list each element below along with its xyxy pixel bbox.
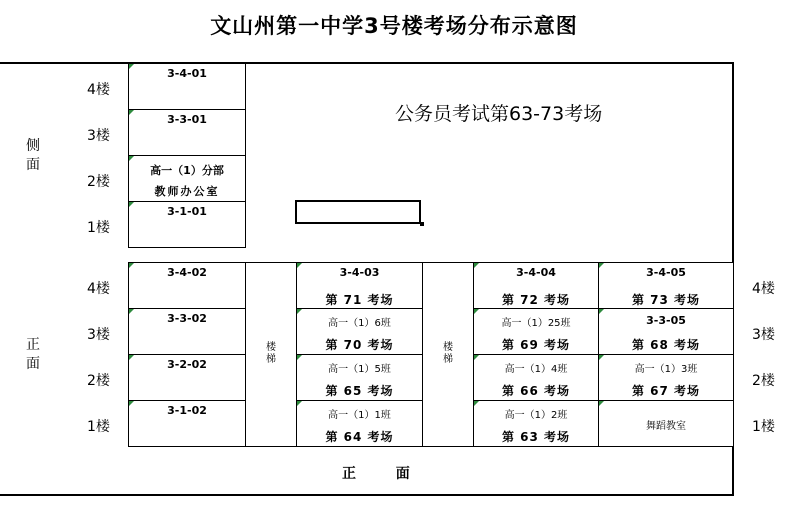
exam-room-label: 第 68 考场 — [631, 338, 701, 352]
class-note: 高一（1）5班 — [328, 364, 391, 375]
class-note: 高一（1）2班 — [504, 410, 568, 421]
room-cell — [128, 400, 246, 447]
stair-label: 梯 — [443, 354, 453, 365]
room-cell — [473, 262, 599, 309]
room-note: 舞蹈教室 — [646, 421, 686, 432]
side-label-2: 面 — [26, 157, 40, 173]
floor-label: 2楼 — [752, 373, 775, 389]
room-code: 3-3-05 — [646, 314, 686, 327]
exam-room-label: 第 69 考场 — [501, 338, 571, 352]
class-note: 高一（1）3班 — [634, 364, 698, 375]
front-side-label: 正 面 — [342, 466, 420, 482]
floor-label: 4楼 — [87, 82, 110, 98]
room-code: 3-1-01 — [167, 205, 207, 218]
stair-label: 楼 — [266, 342, 276, 353]
floor-label: 3楼 — [87, 327, 110, 343]
floor-label: 3楼 — [87, 128, 110, 144]
exam-room-label: 第 63 考场 — [501, 430, 571, 444]
floor-label: 1楼 — [752, 419, 775, 435]
floor-label: 2楼 — [87, 373, 110, 389]
room-cell — [128, 308, 246, 355]
exam-room-label: 第 66 考场 — [501, 384, 571, 398]
room-code: 3-3-01 — [167, 113, 207, 126]
page-title: 文山州第一中学3号楼考场分布示意图 — [210, 14, 578, 38]
room-cell — [128, 354, 246, 401]
stair-label: 楼 — [443, 342, 453, 353]
room-cell — [128, 109, 246, 156]
floor-label: 1楼 — [87, 419, 110, 435]
room-cell — [473, 400, 599, 447]
room-code: 3-1-02 — [167, 404, 207, 417]
room-cell — [598, 262, 734, 309]
room-code: 3-4-04 — [516, 266, 556, 279]
room-cell — [598, 400, 734, 447]
room-cell — [598, 354, 734, 401]
exam-room-label: 第 64 考场 — [325, 430, 394, 444]
front-label-2: 面 — [26, 356, 40, 372]
room-code: 3-2-02 — [167, 358, 207, 371]
room-note: 高一（1）分部 — [150, 164, 224, 177]
class-note: 高一（1）4班 — [504, 364, 568, 375]
exam-room-label: 第 72 考场 — [501, 293, 571, 307]
front-label-1: 正 — [26, 337, 40, 353]
room-cell — [473, 354, 599, 401]
exam-room-label: 第 71 考场 — [325, 293, 394, 307]
room-cell — [128, 201, 246, 248]
room-cell — [128, 63, 246, 110]
room-cell — [296, 262, 423, 309]
floor-label: 4楼 — [752, 281, 775, 297]
room-cell — [128, 155, 246, 202]
room-code: 3-4-03 — [339, 266, 380, 279]
exam-room-label: 第 67 考场 — [631, 384, 701, 398]
floor-label: 3楼 — [752, 327, 775, 343]
exam-range-headline: 公务员考试第63-73考场 — [395, 103, 603, 125]
exam-room-label: 第 73 考场 — [631, 293, 701, 307]
stair-label: 梯 — [266, 354, 276, 365]
room-cell — [598, 308, 734, 355]
marker-dot — [420, 222, 424, 226]
class-note: 高一（1）6班 — [328, 318, 391, 329]
exam-room-label: 第 70 考场 — [325, 338, 394, 352]
room-cell — [296, 308, 423, 355]
room-code: 3-4-02 — [167, 266, 207, 279]
room-note: 教师办公室 — [154, 185, 220, 198]
class-note: 高一（1）1班 — [328, 410, 391, 421]
room-cell — [296, 400, 423, 447]
room-cell — [128, 262, 246, 309]
side-label-1: 侧 — [26, 138, 40, 154]
floor-label: 2楼 — [87, 174, 110, 190]
floor-label: 1楼 — [87, 220, 110, 236]
room-code: 3-3-02 — [167, 312, 207, 325]
room-code: 3-4-05 — [646, 266, 686, 279]
marker-box — [295, 200, 421, 224]
exam-room-label: 第 65 考场 — [325, 384, 394, 398]
room-cell — [473, 308, 599, 355]
room-code: 3-4-01 — [167, 67, 207, 80]
class-note: 高一（1）25班 — [501, 318, 571, 329]
floor-label: 4楼 — [87, 281, 110, 297]
room-cell — [296, 354, 423, 401]
